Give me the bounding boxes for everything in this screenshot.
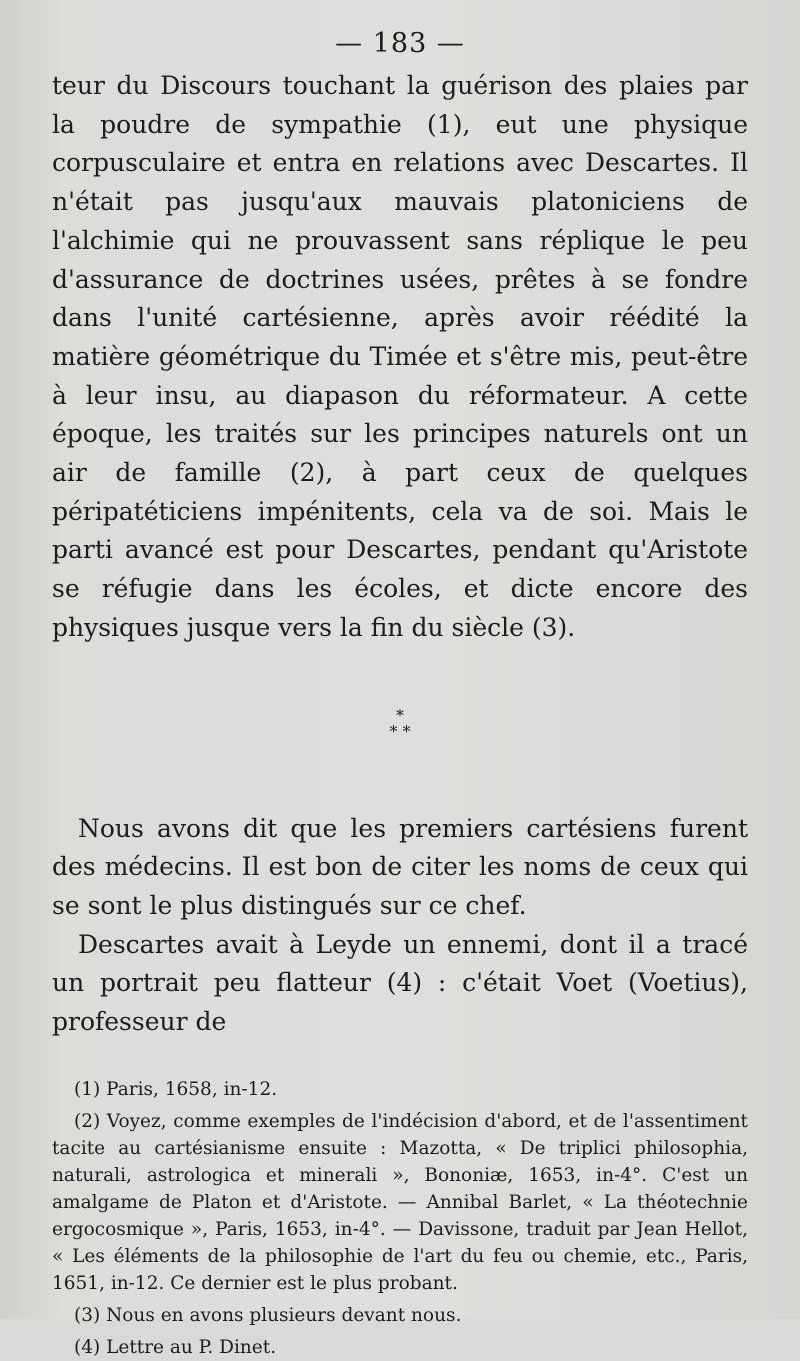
footnote-4: (4) Lettre au P. Dinet.	[74, 1336, 277, 1358]
paragraph-1: teur du Discours touchant la guérison des plaies par la poudre de sympathie (1), eut une physique corpusculaire et entra en relations avec Descartes. Il n'était pas jusqu'aux mauvais platoniciens de l'alchimie qui ne prouvassent sans réplique le peu d'assurance de doctrines usées, prêtes à se fondre dans l'unité cartésienne, après avoir réédité la matière géométrique du Timée et s'être mis, peut-être à leur insu, au diapason du réformateur. A cette époque, les traités sur les principes naturels ont un air de famille (2), à part ceux de quelques péripatéticiens impénitents, cela va de soi. Mais le parti avancé est pour Descartes, pendant qu'Aristote se réfugie dans les écoles, et dicte encore des physiques jusque vers la fin du siècle (3).	[52, 71, 748, 642]
paragraph-3: Descartes avait à Leyde un ennemi, dont il a tracé un portrait peu flatteur (4) : c'était Voet (Voetius), professeur de	[52, 929, 748, 1037]
main-text	[52, 67, 748, 1042]
footnote-1: (1) Paris, 1658, in-12.	[74, 1078, 278, 1100]
footnotes	[52, 1076, 748, 1361]
separator-star-top: *	[396, 705, 404, 725]
paragraph-2: Nous avons dit que les premiers cartésiens furent des médecins. Il est bon de citer les noms de ceux qui se sont le plus distingués sur ce chef.	[52, 813, 748, 920]
footnote-2: (2) Voyez, comme exemples de l'indécision d'abord, et de l'assentiment tacite au cartésianisme ensuite : Mazotta, « De triplici philosophia, naturali, astrologica et minerali », Bononiæ, 1653, in-4°. C'est un amalgame de Platon et d'Aristote. — Annibal Barlet, « La théotechnie ergocosmique », Paris, 1653, in-4°. — Davissone, traduit par Jean Hellot, « Les éléments de la philosophie de l'art du feu ou chemie, etc., Paris, 1651, in-12. Ce dernier est le plus probant.	[52, 1110, 748, 1294]
footnote-3: (3) Nous en avons plusieurs devant nous.	[74, 1304, 462, 1326]
page-number: — 183 —	[335, 28, 465, 59]
separator-stars-bottom: * *	[389, 721, 411, 741]
section-separator	[52, 705, 748, 741]
